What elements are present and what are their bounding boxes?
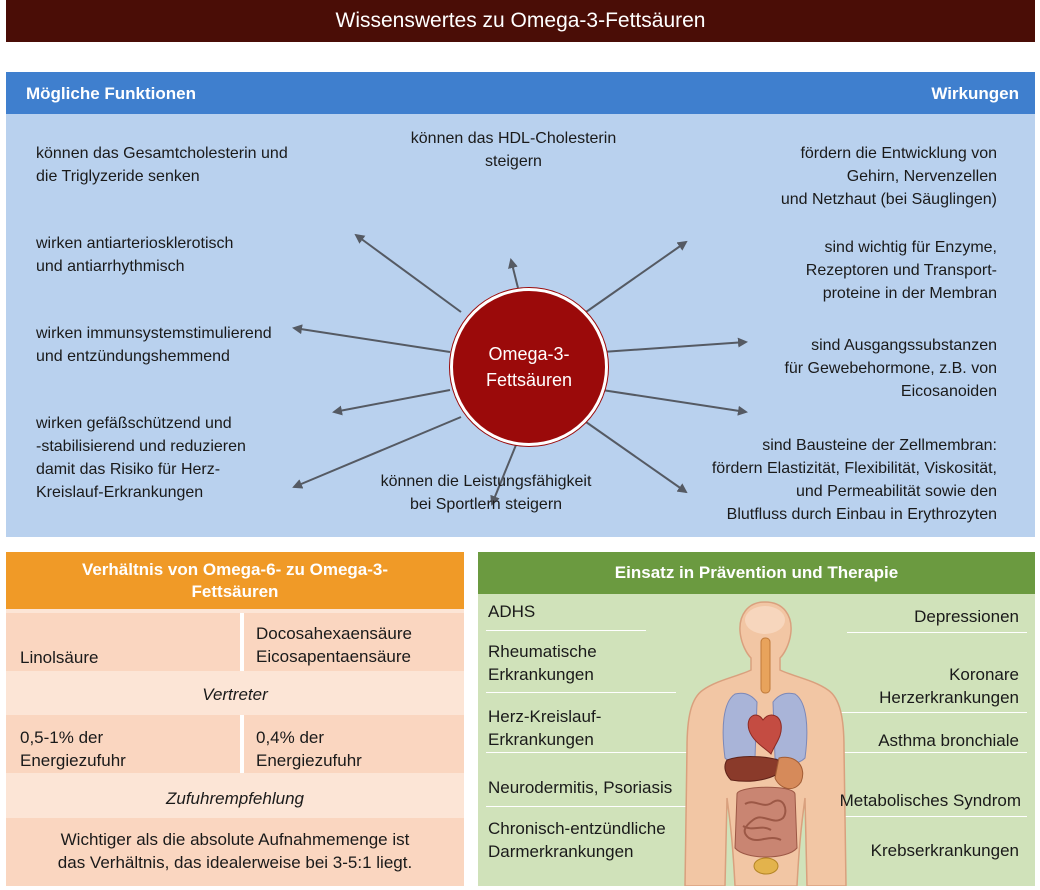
arrow-top-left <box>356 235 461 312</box>
therapy-item-cancer: Krebserkrankungen <box>870 841 1019 860</box>
ratio-divider <box>240 613 244 671</box>
ratio-panel <box>6 552 464 886</box>
separator-line <box>486 806 706 807</box>
function-hdl: können das HDL-Cholesterin steigern <box>410 130 617 170</box>
effect-development: fördern die Entwicklung von Gehirn, Nervenzellen und Netzhaut (bei Säuglingen) <box>780 145 997 208</box>
separator-line <box>486 630 646 631</box>
arrow-top-center <box>511 260 518 288</box>
arrow-mid-left <box>294 328 450 352</box>
functions-panel <box>6 72 1035 537</box>
therapy-item-neurodermitis: Neurodermitis, Psoriasis <box>488 778 673 797</box>
omega3-intake: 0,4% der Energiezufuhr <box>256 728 362 770</box>
therapy-item-depression: Depressionen <box>914 607 1019 626</box>
omega3-hub-circle: Omega-3- Fettsäuren <box>450 288 608 446</box>
function-antiarteriosclerotic: wirken antiarteriosklerotisch und antiarrhythmisch <box>36 235 234 275</box>
function-sports: können die Leistungsfähigkeit bei Sportlern steigern <box>380 473 592 513</box>
therapy-item-metabolic: Metabolisches Syndrom <box>839 791 1021 810</box>
arrow-mid-right <box>602 342 746 352</box>
effect-enzymes: sind wichtig für Enzyme, Rezeptoren und Transport- proteine in der Membran <box>805 239 997 302</box>
effect-eicosanoids: sind Ausgangssubstanzen für Gewebehormone, z.B. von Eicosanoiden <box>784 337 997 400</box>
therapy-header: Einsatz in Prävention und Therapie <box>478 552 1035 594</box>
ratio-header-text: Verhältnis von Omega-6- zu Omega-3- Fettsäuren <box>81 559 389 601</box>
function-cholesterol: können das Gesamtcholesterin und die Triglyzeride senken <box>36 145 288 185</box>
ratio-divider <box>240 715 244 773</box>
arrow-low-right <box>602 390 746 412</box>
ratio-label-recommendation: Zufuhrempfehlung <box>166 789 304 808</box>
ratio-header <box>6 552 464 609</box>
therapy-item-adhs: ADHS <box>488 602 536 621</box>
function-vascular: wirken gefäßschützend und -stabilisierend und reduzieren damit das Risiko für Herz- Kreislauf-Erkrankungen <box>36 415 246 501</box>
therapy-item-cardiovascular: Herz-Kreislauf- Erkrankungen <box>488 707 602 749</box>
separator-line <box>827 752 1027 753</box>
anatomy-icon <box>683 598 848 886</box>
therapy-item-asthma: Asthma bronchiale <box>878 731 1019 750</box>
functions-header-right: Wirkungen <box>931 84 1019 103</box>
omega6-name: Linolsäure <box>20 648 99 667</box>
arrow-top-right <box>586 242 686 312</box>
functions-header-left: Mögliche Funktionen <box>26 84 196 103</box>
page-title: Wissenswertes zu Omega-3-Fettsäuren <box>6 0 1035 42</box>
separator-line <box>847 632 1027 633</box>
omega6-intake: 0,5-1% der Energiezufuhr <box>20 728 126 770</box>
omega3-name: Docosahexaensäure Eicosapentaensäure <box>256 624 412 666</box>
separator-line <box>486 752 691 753</box>
therapy-item-coronary: Koronare Herzerkrankungen <box>879 665 1019 707</box>
function-immune: wirken immunsystemstimulierend und entzündungshemmend <box>36 325 272 365</box>
separator-line <box>827 712 1027 713</box>
separator-line <box>486 692 676 693</box>
therapy-panel <box>478 552 1035 886</box>
effect-cell-membrane: sind Bausteine der Zellmembran: fördern Elastizität, Flexibilität, Viskosität, und Permeabilität sowie den Blutfluss durch Einbau in Erythrozyten <box>711 437 997 523</box>
arrow-low-left <box>334 390 450 412</box>
therapy-item-ibd: Chronisch-entzündliche Darmerkrankungen <box>488 819 666 861</box>
therapy-item-rheuma: Rheumatische Erkrankungen <box>488 642 597 684</box>
ratio-note: Wichtiger als die absolute Aufnahmemenge ist das Verhältnis, das idealerweise bei 3-5:1 liegt. <box>57 830 413 872</box>
ratio-label-representatives: Vertreter <box>202 685 268 704</box>
